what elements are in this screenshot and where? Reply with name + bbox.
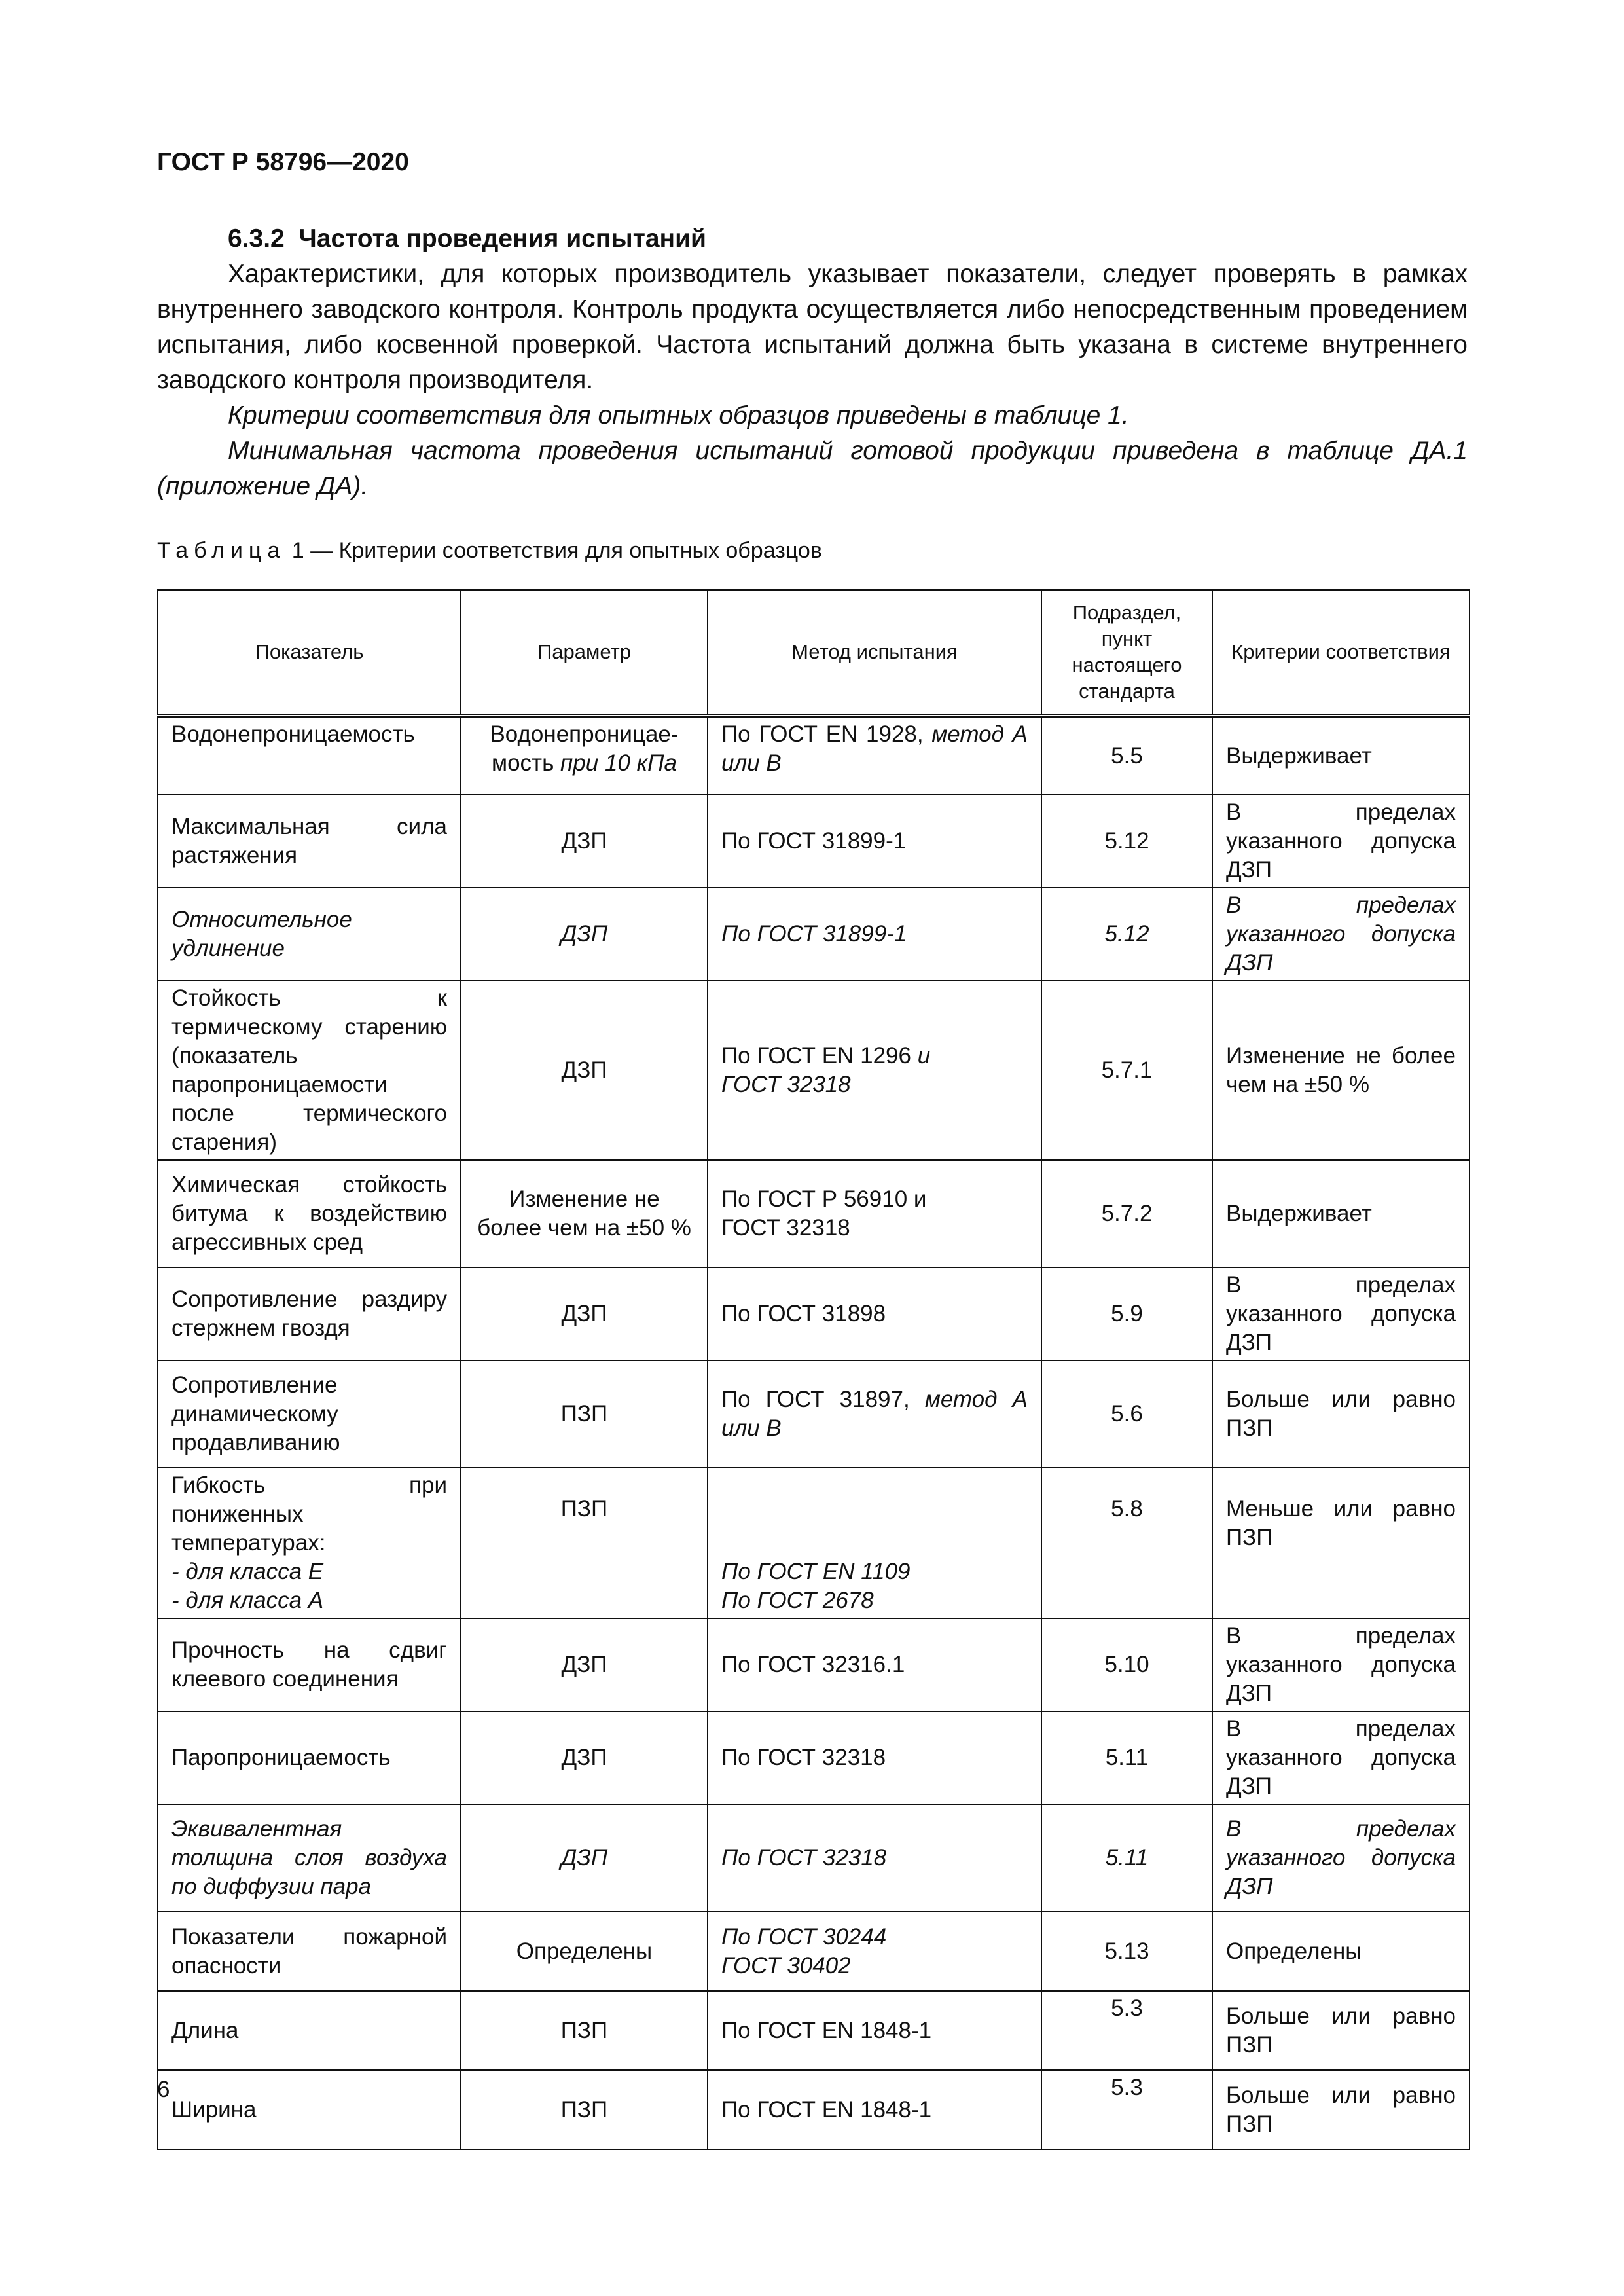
table-row bbox=[158, 888, 1470, 981]
table-row bbox=[158, 1160, 1470, 1267]
cell-parameter: ДЗП bbox=[461, 1711, 708, 1804]
cell-subsection: 5.6 bbox=[1041, 1360, 1212, 1468]
cell-indicator: Гибкость при пониженных температурах: - для класса Е - для класса А bbox=[158, 1468, 461, 1618]
cell-subsection: 5.7.2 bbox=[1041, 1160, 1212, 1267]
cell-method: По ГОСТ EN 1848-1 bbox=[708, 2070, 1041, 2149]
table-row bbox=[158, 1360, 1470, 1468]
cell-indicator: Максимальная сила растяжения bbox=[158, 795, 461, 888]
cell-indicator: Ширина bbox=[158, 2070, 461, 2149]
cell-criteria: В пределах указанного допуска ДЗП bbox=[1212, 888, 1470, 981]
page-number: 6 bbox=[157, 2077, 170, 2102]
cell-subsection: 5.9 bbox=[1041, 1267, 1212, 1360]
cell-parameter: ДЗП bbox=[461, 1618, 708, 1711]
cell-parameter: ДЗП bbox=[461, 888, 708, 981]
table-row bbox=[158, 1912, 1470, 1991]
table-caption-text: 1 — Критерии соответствия для опытных образцов bbox=[291, 538, 822, 563]
cell-criteria: Определены bbox=[1212, 1912, 1470, 1991]
table-row bbox=[158, 795, 1470, 888]
cell-subsection: 5.11 bbox=[1041, 1711, 1212, 1804]
cell-parameter: ПЗП bbox=[461, 1360, 708, 1468]
cell-subsection: 5.13 bbox=[1041, 1912, 1212, 1991]
cell-indicator: Длина bbox=[158, 1991, 461, 2070]
document-header: ГОСТ Р 58796—2020 bbox=[157, 148, 409, 176]
table-row bbox=[158, 1711, 1470, 1804]
cell-criteria: Изменение не более чем на ±50 % bbox=[1212, 981, 1470, 1160]
table-row bbox=[158, 1991, 1470, 2070]
cell-parameter: ПЗП bbox=[461, 1991, 708, 2070]
cell-criteria: Больше или равно ПЗП bbox=[1212, 2070, 1470, 2149]
cell-parameter: Определены bbox=[461, 1912, 708, 1991]
section-paragraph-1: Характеристики, для которых производитель указывает показатели, следует проверять в рамках внутреннего заводского контроля. Контроль продукта осуществляется либо непосредственным проведением испытания, либо косвенной проверкой. Частота испытаний должна быть указана в системе внутреннего заводского контроля производителя. bbox=[157, 260, 1468, 394]
cell-method: По ГОСТ 32318 bbox=[708, 1711, 1041, 1804]
cell-subsection: 5.5 bbox=[1041, 716, 1212, 795]
table-row bbox=[158, 981, 1470, 1160]
table-row bbox=[158, 2070, 1470, 2149]
cell-criteria: Выдерживает bbox=[1212, 1160, 1470, 1267]
cell-criteria: Больше или равно ПЗП bbox=[1212, 1991, 1470, 2070]
cell-method: По ГОСТ EN 1296 и ГОСТ 32318 bbox=[708, 981, 1041, 1160]
table-row bbox=[158, 716, 1470, 795]
cell-subsection: 5.7.1 bbox=[1041, 981, 1212, 1160]
cell-criteria: В пределах указанного допуска ДЗП bbox=[1212, 1804, 1470, 1912]
cell-subsection: 5.3 bbox=[1041, 2070, 1212, 2149]
section-number: 6.3.2 bbox=[228, 225, 285, 253]
cell-indicator: Прочность на сдвиг клеевого соединения bbox=[158, 1618, 461, 1711]
cell-parameter: Водонепроницае- мость при 10 кПа bbox=[461, 716, 708, 795]
cell-method: По ГОСТ EN 1848-1 bbox=[708, 1991, 1041, 2070]
cell-parameter: ДЗП bbox=[461, 1804, 708, 1912]
cell-method: По ГОСТ 32316.1 bbox=[708, 1618, 1041, 1711]
section-paragraph-3: Минимальная частота проведения испытаний готовой продукции приведена в таблице ДА.1 (приложение ДА). bbox=[157, 437, 1468, 500]
cell-criteria: В пределах указанного допуска ДЗП bbox=[1212, 1711, 1470, 1804]
header-subsection: Подраздел, пункт настоящего стандарта bbox=[1041, 590, 1212, 716]
cell-subsection: 5.11 bbox=[1041, 1804, 1212, 1912]
cell-criteria: В пределах указанного допуска ДЗП bbox=[1212, 1267, 1470, 1360]
cell-criteria: Меньше или равно ПЗП bbox=[1212, 1468, 1470, 1618]
cell-parameter: Изменение не более чем на ±50 % bbox=[461, 1160, 708, 1267]
cell-indicator: Водонепроницаемость bbox=[158, 716, 461, 795]
cell-subsection: 5.12 bbox=[1041, 888, 1212, 981]
cell-method: По ГОСТ 30244 ГОСТ 30402 bbox=[708, 1912, 1041, 1991]
cell-indicator: Стойкость к термическому старению (показатель паропроницаемости после термического старения) bbox=[158, 981, 461, 1160]
header-parameter: Параметр bbox=[461, 590, 708, 716]
cell-parameter: ДЗП bbox=[461, 981, 708, 1160]
cell-indicator: Показатели пожарной опасности bbox=[158, 1912, 461, 1991]
table-caption bbox=[157, 538, 822, 564]
cell-subsection: 5.10 bbox=[1041, 1618, 1212, 1711]
cell-indicator: Сопротивление раздиру стержнем гвоздя bbox=[158, 1267, 461, 1360]
header-test-method: Метод испытания bbox=[708, 590, 1041, 716]
cell-indicator: Химическая стойкость битума к воздействию агрессивных сред bbox=[158, 1160, 461, 1267]
cell-parameter: ДЗП bbox=[461, 795, 708, 888]
section-heading-paragraph bbox=[157, 221, 1468, 257]
section-title: Частота проведения испытаний bbox=[298, 225, 707, 253]
table-caption-word: Таблица bbox=[157, 538, 286, 563]
cell-parameter: ПЗП bbox=[461, 1468, 708, 1618]
cell-indicator: Эквивалентная толщина слоя воздуха по диффузии пара bbox=[158, 1804, 461, 1912]
header-criteria: Критерии соответствия bbox=[1212, 590, 1470, 716]
table-header-row bbox=[158, 590, 1470, 716]
cell-method: По ГОСТ 32318 bbox=[708, 1804, 1041, 1912]
cell-parameter: ДЗП bbox=[461, 1267, 708, 1360]
table-row bbox=[158, 1267, 1470, 1360]
table-row bbox=[158, 1804, 1470, 1912]
cell-subsection: 5.3 bbox=[1041, 1991, 1212, 2070]
cell-method: По ГОСТ 31899-1 bbox=[708, 795, 1041, 888]
cell-criteria: В пределах указанного допуска ДЗП bbox=[1212, 1618, 1470, 1711]
cell-criteria: Выдерживает bbox=[1212, 716, 1470, 795]
cell-method: По ГОСТ 31898 bbox=[708, 1267, 1041, 1360]
cell-method: По ГОСТ 31899-1 bbox=[708, 888, 1041, 981]
cell-method: По ГОСТ Р 56910 и ГОСТ 32318 bbox=[708, 1160, 1041, 1267]
cell-indicator: Паропроницаемость bbox=[158, 1711, 461, 1804]
cell-indicator: Сопротивление динамическому продавливанию bbox=[158, 1360, 461, 1468]
cell-subsection: 5.8 bbox=[1041, 1468, 1212, 1618]
section-paragraph-2: Критерии соответствия для опытных образцов приведены в таблице 1. bbox=[228, 401, 1129, 429]
table-row bbox=[158, 1468, 1470, 1618]
section-6-3-2 bbox=[157, 221, 1468, 504]
header-indicator: Показатель bbox=[158, 590, 461, 716]
cell-method: По ГОСТ EN 1928, метод А или В bbox=[708, 716, 1041, 795]
cell-method: По ГОСТ 31897, метод А или В bbox=[708, 1360, 1041, 1468]
cell-indicator: Относительное удлинение bbox=[158, 888, 461, 981]
criteria-table bbox=[157, 589, 1470, 2150]
cell-subsection: 5.12 bbox=[1041, 795, 1212, 888]
cell-method: По ГОСТ EN 1109 По ГОСТ 2678 bbox=[708, 1468, 1041, 1618]
cell-parameter: ПЗП bbox=[461, 2070, 708, 2149]
table-row bbox=[158, 1618, 1470, 1711]
cell-criteria: Больше или равно ПЗП bbox=[1212, 1360, 1470, 1468]
cell-criteria: В пределах указанного допуска ДЗП bbox=[1212, 795, 1470, 888]
